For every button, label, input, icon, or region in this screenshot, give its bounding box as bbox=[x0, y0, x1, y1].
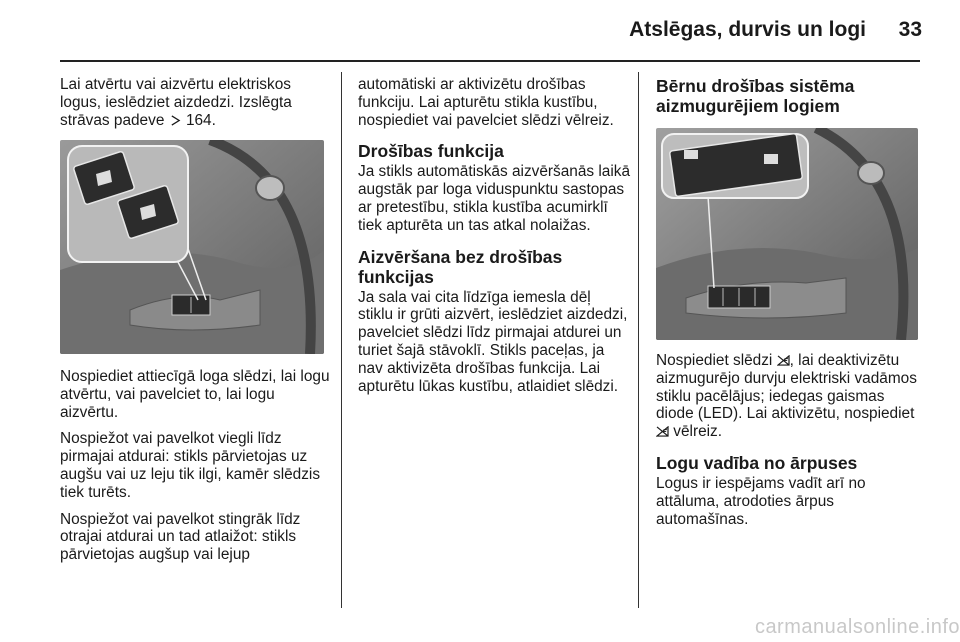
heading-safety-function: Drošības funkcija bbox=[358, 141, 504, 162]
column-divider-2 bbox=[638, 72, 639, 608]
column-3 bbox=[656, 76, 922, 118]
arrow-ref-icon bbox=[169, 115, 182, 126]
paragraph-second-stop: Nospiežot vai pavelkot stingrāk līdz otrajai atdurai un tad atlaižot: stikls pārvietojas augšup vai lejup bbox=[60, 510, 301, 564]
column-divider-1 bbox=[341, 72, 342, 608]
child-window-lock-icon bbox=[777, 355, 790, 366]
watermark: carmanualsonline.info bbox=[754, 616, 960, 638]
paragraph-press-switch: Nospiediet attiecīgā loga slēdzi, lai logu atvērtu, vai pavelciet to, lai logu aizvērtu. bbox=[60, 368, 330, 421]
header-divider bbox=[60, 60, 920, 62]
intro-paragraph: Lai atvērtu vai aizvērtu elektriskos logus, ieslēdziet aizdedzi. Izslēgta strāvas padeve 164. bbox=[60, 76, 292, 129]
column-2 bbox=[358, 76, 630, 404]
child-lock-switch-illustration bbox=[656, 128, 918, 340]
heading-remote-window-control: Logu vadība no ārpuses bbox=[656, 452, 858, 473]
paragraph-auto-continued: automātiski ar aktivizētu drošības funkciju. Lai apturētu stikla kustību, nospiediet vai pavelciet slēdzi vēlreiz. bbox=[358, 76, 614, 129]
paragraph-remote-window-control: Logus ir iespējams vadīt arī no attāluma, atrodoties ārpus automašīnas. bbox=[656, 474, 866, 528]
page-header-title: Atslēgas, durvis un logi bbox=[629, 18, 866, 41]
column-1-lower bbox=[60, 368, 332, 573]
child-window-lock-icon bbox=[656, 426, 669, 437]
paragraph-first-stop: Nospiežot vai pavelkot viegli līdz pirmajai atdurai: stikls pārvietojas uz augšu vai uz leju tik ilgi, kamēr slēdzis tiek turēts. bbox=[60, 430, 321, 501]
paragraph-close-without-safety: Ja sala vai cita līdzīga iemesla dēļ stiklu ir grūti aizvērt, ieslēdziet aizdedzi, pavelciet slēdzi līdz pirmajai atdurei un turiet šajā stāvoklī. Stikls paceļas, ja nav aktivizēta drošības funkcija. Lai apturētu lūkas kustību, atlaidiet slēdzi. bbox=[358, 288, 628, 395]
column-1 bbox=[60, 76, 332, 138]
heading-child-safety: Bērnu drošības sistēma aizmugurējiem logiem bbox=[656, 76, 855, 116]
paragraph-safety-function: Ja stikls automātiskās aizvēršanās laikā augstāk par loga viduspunktu sastopas ar pretestību, stikla kustība acumirklī tiek apturēta un tas atkal nolaižas. bbox=[358, 163, 631, 234]
paragraph-child-lock: Nospiediet slēdzi , lai deaktivizētu aizmugurējo durvju elektriski vadāmos stiklu pacēlājus; iedegas gaismas diode (LED). Lai aktivizētu, nospiediet vēlreiz. bbox=[656, 352, 917, 441]
intro-ref-page: 164. bbox=[185, 111, 216, 129]
page-number: 33 bbox=[898, 18, 922, 41]
heading-close-without-safety: Aizvēršana bez drošības funkcijas bbox=[358, 246, 563, 287]
column-3-lower bbox=[656, 352, 922, 537]
door-window-switch-illustration bbox=[60, 140, 324, 354]
